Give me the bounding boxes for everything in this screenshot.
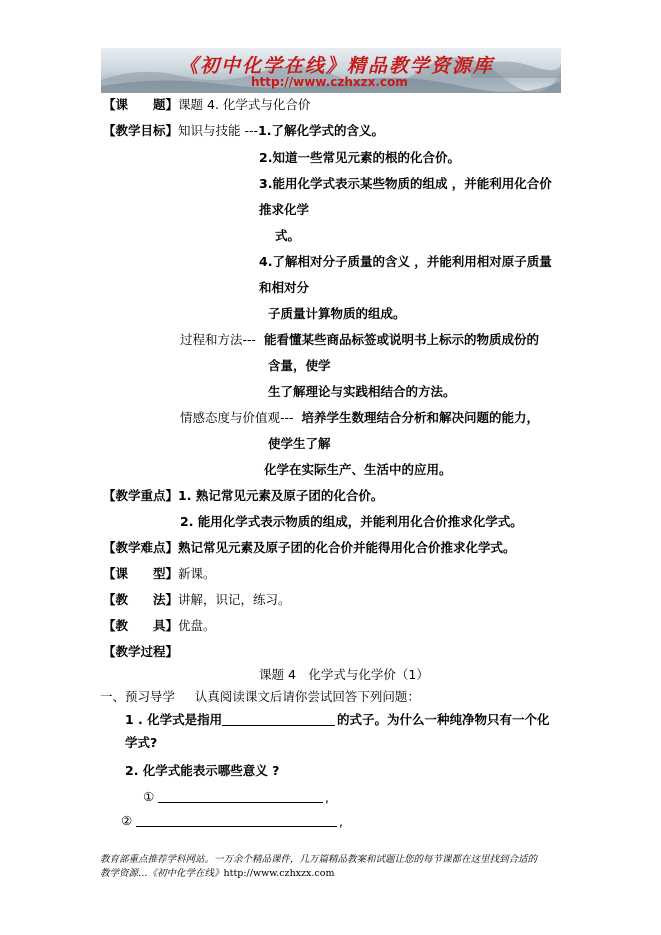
objectives-row [103, 123, 384, 139]
tools-text: 优盘。 [178, 618, 216, 633]
objectives-label: 【教学目标】 [103, 123, 179, 138]
difficulties-label: 【教学难点】 [103, 540, 179, 555]
answer-2-marker: ② [121, 813, 133, 828]
emotion-c: 化学在实际生产、生活中的应用。 [264, 462, 452, 477]
footer-line-2-text: 教学资源…《初中化学在线》 [100, 868, 224, 879]
banner-title: 《初中化学在线》精品教学资源库 [179, 55, 495, 77]
answer-2-comma: , [339, 814, 343, 829]
lesson-label: 【课 题】 [103, 97, 179, 112]
objective-k3-b: 推求化学 [259, 202, 310, 217]
lesson-type-label: 【课 型】 [103, 566, 179, 581]
section-title: 课题 4 化学式与化学价（1） [259, 667, 429, 682]
key-points-label: 【教学重点】 [103, 488, 179, 503]
process-a: 能看懂某些商品标签或说明书上标示的物质成份的 [264, 332, 540, 347]
question-2: 2. 化学式能表示哪些意义 ? [125, 763, 280, 778]
key-points-row [103, 488, 383, 504]
key-point-2: 2. 能用化学式表示物质的组成，并能利用化合价推求化学式。 [180, 514, 523, 529]
emotion-a: 培养学生数理结合分析和解决问题的能力， [301, 410, 540, 425]
footer-line-2 [100, 867, 537, 881]
answer-line-1[interactable] [158, 802, 323, 803]
emotion-b: 使学生了解 [268, 436, 331, 451]
objective-k1: 1.了解化学式的含义。 [258, 123, 384, 138]
answer-1-comma: , [325, 790, 329, 805]
question-1-b: 的式子。为什么一种纯净物只有一个化 [337, 712, 550, 727]
footer-url[interactable]: http://www.czhxzx.com [223, 868, 335, 879]
knowledge-label: 知识与技能 --- [178, 123, 259, 138]
process-row [180, 332, 539, 348]
objective-k4-c: 子质量计算物质的组成。 [268, 306, 406, 321]
method-text: 讲解，识记，练习。 [178, 592, 291, 607]
lesson-title-row [103, 97, 310, 113]
process-label: 过程和方法--- [180, 332, 257, 347]
objective-k4-a: 4.了解相对分子质量的含义 ，并能利用相对原子质量 [259, 254, 552, 269]
objective-k3-c: 式。 [275, 228, 301, 243]
objective-k4-b: 和相对分 [259, 280, 310, 295]
lesson-title: 课题 4. 化学式与化合价 [178, 97, 311, 112]
answer-1-marker: ① [143, 789, 155, 804]
tools-label: 【教 具】 [103, 618, 179, 633]
tools-row [103, 618, 216, 634]
preview-heading: 一、预习导学 [100, 689, 176, 704]
preview-instruction: 认真阅读课文后请你尝试回答下列问题： [194, 689, 420, 704]
objective-k3-a: 3.能用化学式表示某些物质的组成 ，并能利用化合价 [259, 176, 552, 191]
banner-url[interactable]: http://www.czhxzx.com [251, 75, 408, 89]
method-label: 【教 法】 [103, 592, 179, 607]
process-b: 含量，使学 [268, 358, 331, 373]
answer-blank-1[interactable] [222, 725, 335, 726]
answer-line-2[interactable] [136, 826, 337, 827]
process-c: 生了解理论与实践相结合的方法。 [268, 384, 456, 399]
footer-line-1: 教育部重点推荐学科网站。一万余个精品课件，几万篇精品教案和试题让您的每节课都在这里找到合适的 [100, 854, 538, 865]
lesson-type-text: 新课。 [178, 566, 216, 581]
difficulties-row [103, 540, 516, 556]
lesson-type-row [103, 566, 216, 582]
question-1-a: 1 . 化学式是指用 [125, 712, 223, 727]
question-1-c: 学式? [125, 735, 158, 750]
objective-k2: 2.知道一些常见元素的根的化合价。 [259, 150, 460, 165]
emotion-label: 情感态度与价值观--- [180, 410, 294, 425]
process-heading: 【教学过程】 [103, 644, 179, 659]
emotion-row [180, 410, 539, 426]
header-banner [101, 48, 561, 93]
footer [100, 853, 537, 881]
preview-row [100, 689, 420, 705]
difficulties-text: 熟记常见元素及原子团的化合价并能得用化合价推求化学式。 [178, 540, 516, 555]
method-row [103, 592, 291, 608]
key-point-1: 1. 熟记常见元素及原子团的化合价。 [178, 488, 384, 503]
